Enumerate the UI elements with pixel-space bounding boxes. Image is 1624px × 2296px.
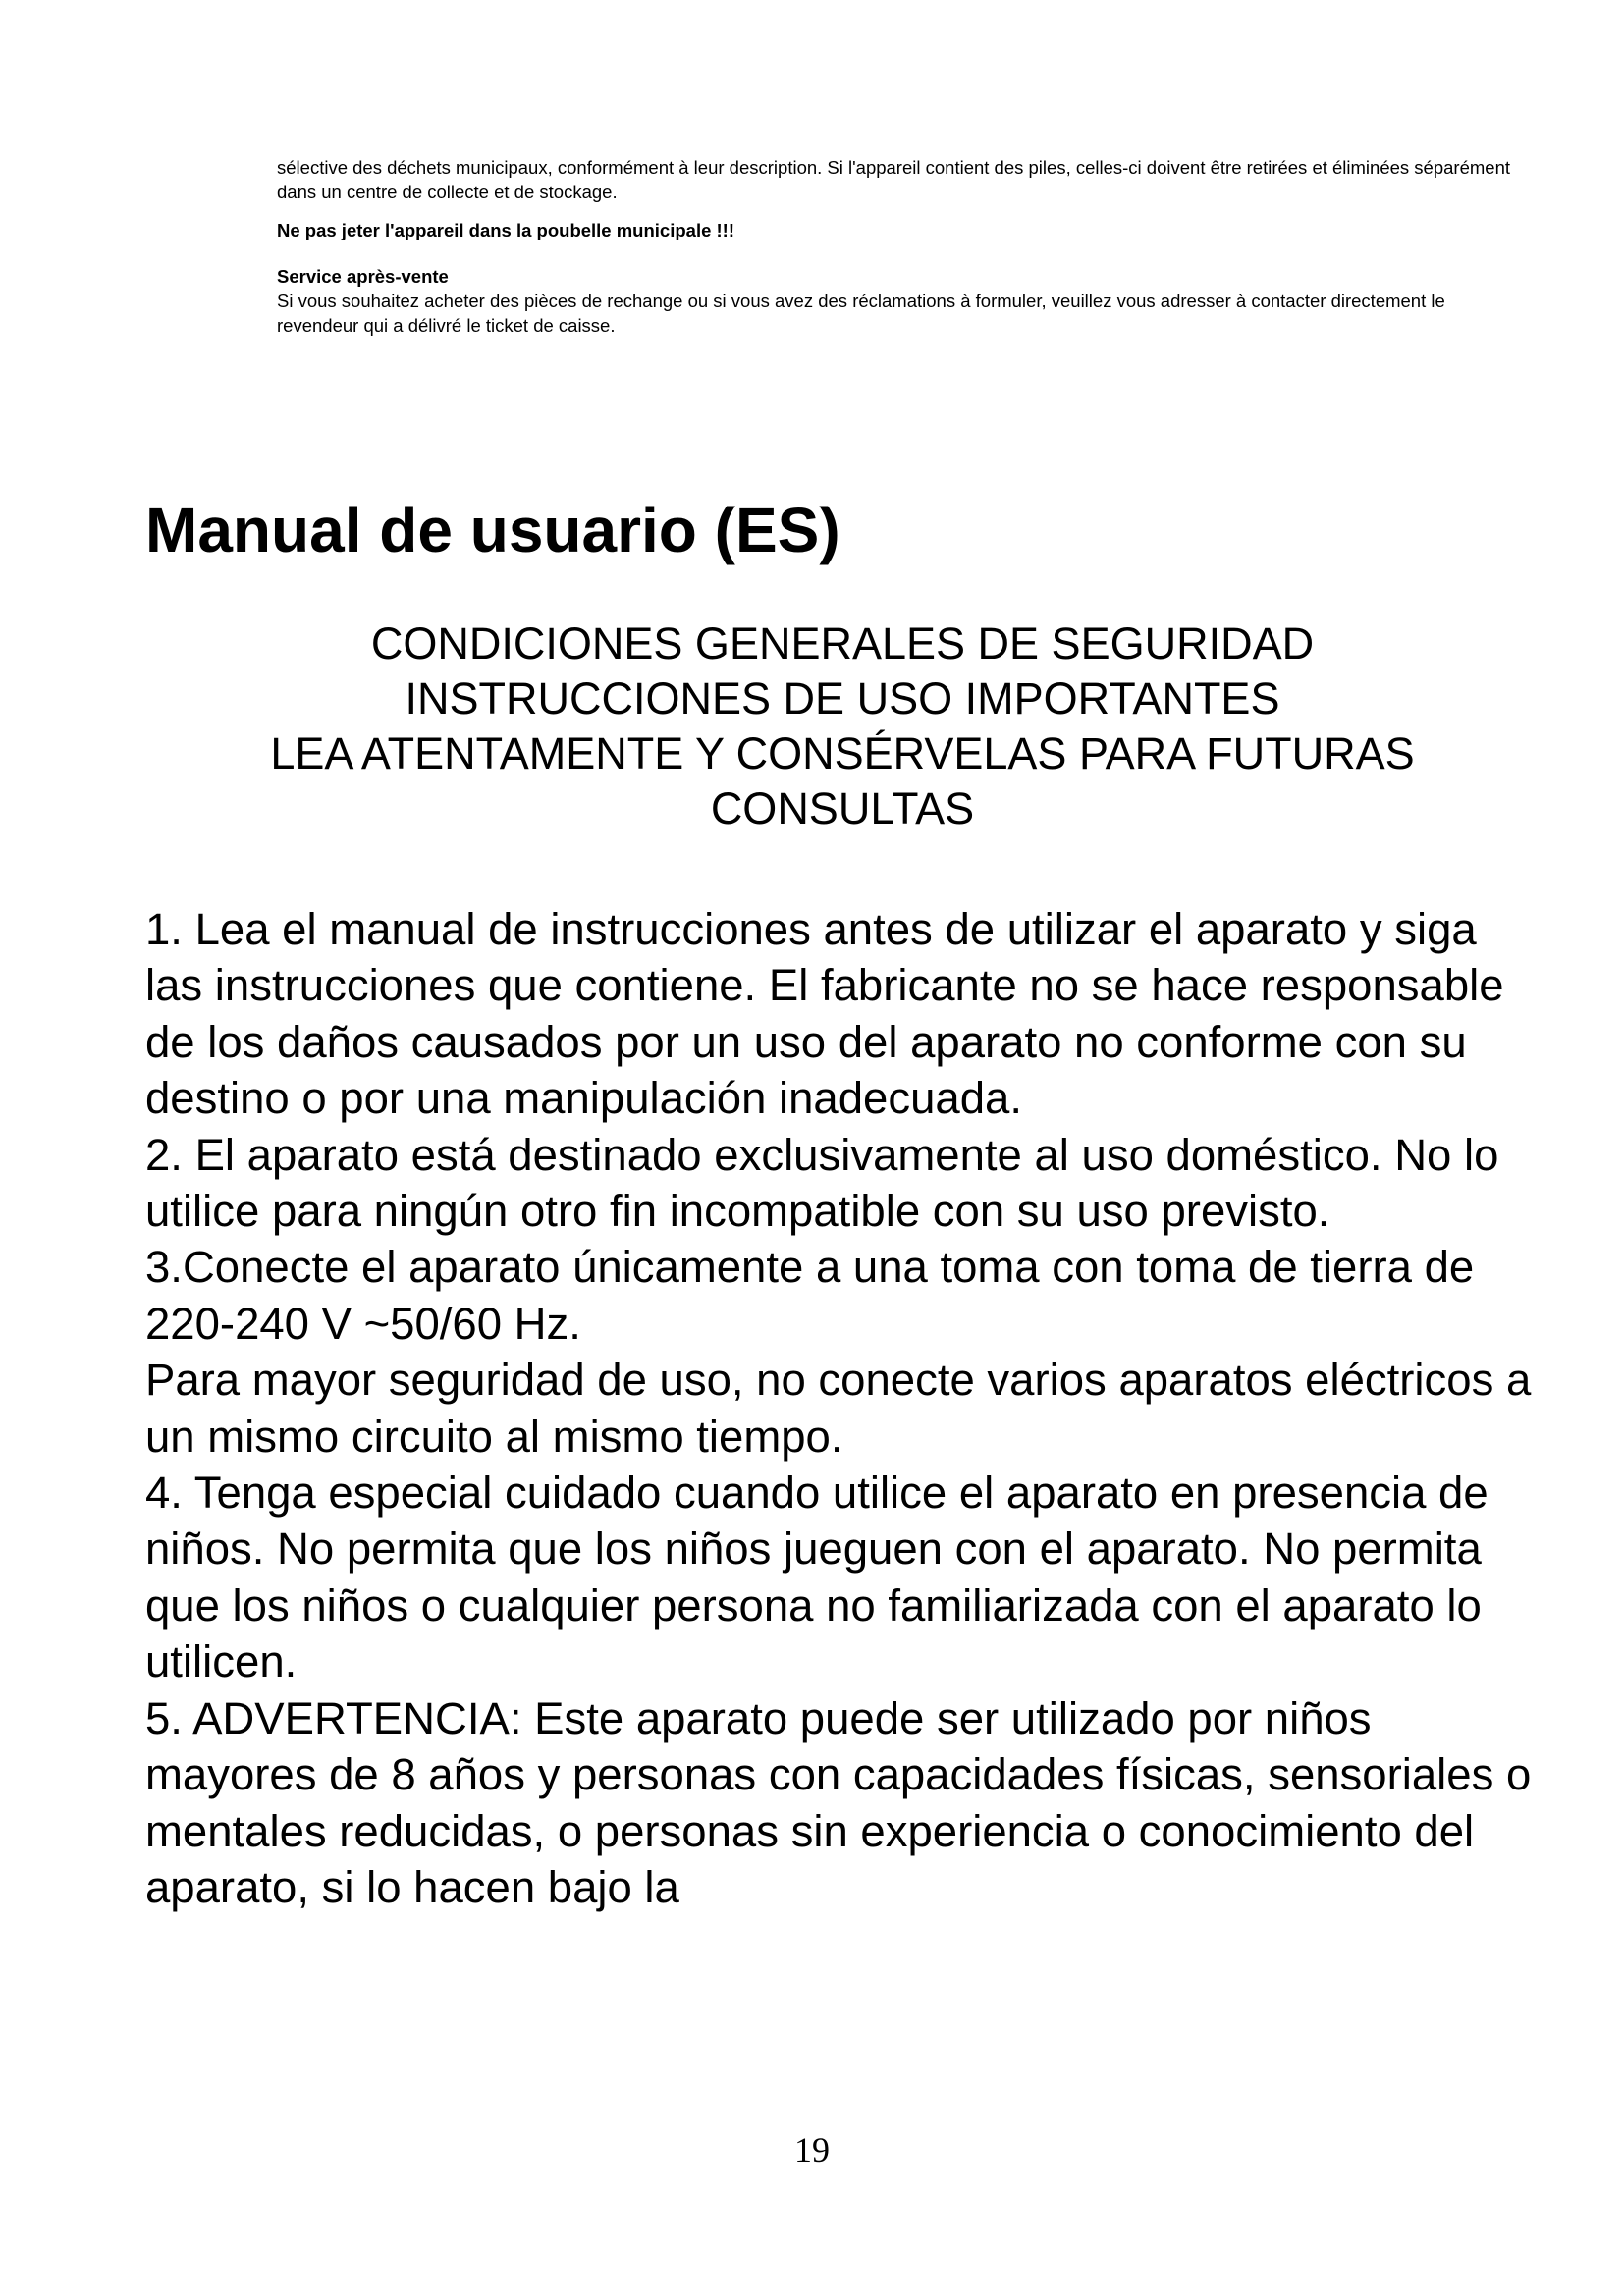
french-service-heading: Service après-vente: [277, 266, 449, 287]
instruction-item: 2. El aparato está destinado exclusivamente al uso doméstico. No lo utilice para ningún otro fin incompatible con su uso previsto.: [145, 1129, 1499, 1237]
french-disposal-warning: Ne pas jeter l'appareil dans la poubelle municipale !!!: [277, 220, 734, 240]
french-section: [277, 155, 1514, 338]
instructions-list: [145, 901, 1540, 1915]
heading-line: INSTRUCCIONES DE USO IMPORTANTES: [405, 673, 1280, 723]
instruction-item: 1. Lea el manual de instrucciones antes de utilizar el aparato y siga las instrucciones que contiene. El fabricante no se hace responsable de los daños causados por un uso del aparato no conforme con su destino o por una manipulación inadecuada.: [145, 904, 1504, 1124]
heading-line: CONDICIONES GENERALES DE SEGURIDAD: [370, 618, 1315, 668]
safety-heading: [145, 616, 1540, 836]
heading-line: CONSULTAS: [710, 783, 975, 833]
page-number: 19: [794, 2130, 830, 2169]
french-disposal-paragraph: sélective des déchets municipaux, conformément à leur description. Si l'appareil contient des piles, celles-ci doivent être retirées et éliminées séparément dans un centre de collecte et de stockage.: [277, 157, 1510, 202]
manual-title: Manual de usuario (ES): [145, 495, 840, 565]
instruction-item: 3.Conecte el aparato únicamente a una toma con toma de tierra de 220-240 V ~50/60 Hz.: [145, 1242, 1475, 1349]
instruction-item: 5. ADVERTENCIA: Este aparato puede ser utilizado por niños mayores de 8 años y personas con capacidades físicas, sensoriales o mentales reducidas, o personas sin experiencia o conocimiento del aparato, si lo hacen bajo la: [145, 1692, 1532, 1912]
french-service-text: Si vous souhaitez acheter des pièces de rechange ou si vous avez des réclamations à formuler, veuillez vous adresser à contacter directement le revendeur qui a délivré le ticket de caisse.: [277, 291, 1445, 336]
instruction-item: Para mayor seguridad de uso, no conecte varios aparatos eléctricos a un mismo circuito al mismo tiempo.: [145, 1355, 1532, 1462]
heading-line: LEA ATENTAMENTE Y CONSÉRVELAS PARA FUTURAS: [270, 728, 1415, 778]
instruction-item: 4. Tenga especial cuidado cuando utilice el aparato en presencia de niños. No permita que los niños jueguen con el aparato. No permita que los niños o cualquier persona no familiarizada con el aparato lo utilicen.: [145, 1468, 1489, 1687]
